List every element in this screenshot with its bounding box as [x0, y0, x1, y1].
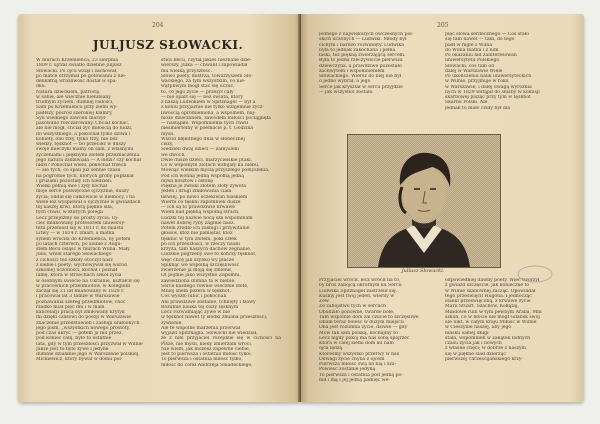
text-line: Lecz nigdy pokój ma nas sobą spojrzeć — [319, 335, 410, 341]
text-line: W murach Krzemieńca, 23 sierpnia — [36, 58, 119, 63]
text-line: Jakże jest to było żywe i jedyne — [36, 346, 109, 352]
text-line: znaczenie przedstawień i zasługi ulubionych — [36, 320, 140, 326]
text-line: była to jednak zakochana i pełna — [319, 47, 396, 53]
text-line: Siedzieli dwaj dzieci — zamyśleni — [161, 147, 239, 153]
text-line: Ludzki tej nazwie nocą sza wspominam — [161, 215, 253, 221]
text-line: to, co jego życie — przeżył cały — [161, 89, 234, 95]
text-line: Potem źródło ich zasługi i przywitanie — [161, 226, 250, 231]
text-line: z siebie i poety; wychowywał się wśród — [36, 262, 127, 268]
text-line: Marii Stuart, Szachów, Kołłątaj, — [445, 304, 519, 310]
text-line: Lecz przejdźmy do prosty życia. Oj- — [36, 215, 119, 221]
text-line: pod koniec całą, było to ostatnie — [36, 336, 112, 342]
text-line: swoje mieczyki mamy on sam, z własnymi — [36, 147, 134, 153]
text-line: nawet dobrej ryby zaginie nasz. — [161, 220, 235, 226]
text-line: Była to jedna rzeczywiście pierwsza — [319, 58, 403, 64]
text-line: po latach czterech, po ślubie z Augu- — [36, 241, 123, 247]
text-line: stała, wspomnień w zakątek ładnych — [445, 335, 531, 341]
text-line: Ze zabójstwo tych w sercach — [319, 304, 386, 310]
text-line: mi dzięki czasowi do poezji w Warszawie — [36, 315, 131, 321]
text-line: — jak wszystko zostało. — [319, 89, 374, 95]
text-line: do wszystkiego, a pokochał tylko dziwa i — [36, 131, 131, 137]
text-line: tej naszej krwi, którą piękna siła, — [36, 205, 114, 210]
text-line: Dwie dusze dzieci, marzycielskie ptaki, — [161, 157, 253, 163]
text-line: Sam po Krzemieńcu przy ziemi wy- — [36, 105, 118, 111]
text-line: Mickiewicz, który bywał w domu pol- — [36, 357, 123, 363]
text-line: myśli kosztów i osłonę — [161, 178, 214, 184]
text-line: Odwagi życie chyba z ojcem — [319, 356, 385, 362]
text-line: z cichości też szkoły otoczył nasz — [36, 257, 113, 263]
text-line: Rozumie nauka tej ciszy tęsknym — [161, 304, 239, 310]
text-line: się tam nawet — tam, do tego — [445, 37, 515, 43]
text-line: czasu życia jak i nowych — [445, 341, 502, 346]
text-line: wiedzy, tęsknot — bo przecież w duszy — [36, 142, 126, 147]
text-line: z naszą Ludwikiem w Spitznagel — był a — [161, 100, 256, 105]
text-line: w Warszawie, i dalej uwagą wyróżnia — [445, 84, 532, 90]
text-line: wackiego, za tym wszystkim, co nie- — [161, 79, 246, 84]
text-line: Co w wspólnym zlotach wzbijały ku niebu, — [161, 163, 260, 168]
text-line: we dwóch, — [161, 152, 186, 158]
text-line: Jeden i drugi zmiłowania ciała — [161, 189, 232, 195]
text-line: miłość do córki Andrzeja Śniadeckiego, — [161, 362, 253, 368]
text-line: cichym i bardzo rozwinięty. Ludwika — [319, 42, 404, 48]
text-line: z koniu przyjaźnie nie tylko wzajemnie życz- — [161, 105, 264, 111]
text-line: Serce każdego równie wiecznie złote, — [161, 283, 249, 289]
text-line: dalej w Warszawie Wiele — [445, 68, 503, 74]
text-line: Obudziło ponowne, twarde bóle, — [319, 309, 395, 315]
text-line: stem Bécu osiąść w murach Wilna. Mały — [36, 247, 130, 252]
text-line: kobiety, ono trzy, tylko trzy, nie bez — [36, 136, 118, 142]
text-line: dziewczyna, a prawdziwe pozostało — [319, 63, 402, 69]
text-line: zaczął się 21 lat mianowany w 1828 r. — [36, 289, 125, 294]
text-line: w Wilnie, przyjmuje w roku — [445, 79, 509, 85]
text-line: wierszy. Julka — chwalił i zapowiadał — [161, 63, 248, 69]
text-line: zachwytem i wspomnieniem — [319, 68, 385, 74]
text-line: Skarbu Polski. Ale — [445, 100, 488, 106]
right-page-column-3 — [319, 278, 437, 383]
library-stamp-icon — [515, 264, 555, 284]
text-line: dumnie działanie jego w Warszawie polskiej, — [36, 352, 140, 357]
text-line: Słowacki. Po ojcu wziął i zachował, — [36, 68, 118, 74]
text-line: poznawania szereg przedmiotów, choć — [36, 299, 126, 305]
text-line: w Cieszynie naszej, aby jego — [445, 325, 512, 331]
text-line: dku. — [36, 84, 47, 90]
left-page-number: 204 — [152, 22, 164, 29]
text-line: tetu przeniósł się w 1811 r. do miasta — [36, 226, 124, 231]
text-line: Pod ich wonną jedną wspólną jedną — [161, 173, 244, 179]
text-line: Coś wyszło lubić i pokochali — [161, 294, 227, 300]
right-page-column-2 — [445, 32, 567, 111]
text-line: Mniej snem pożera w tęsknot, — [161, 289, 231, 294]
text-line: Po ukończeniu nauk uniwersyteckich — [445, 74, 532, 79]
text-line: o jedno wybrał, a jego — [319, 79, 371, 85]
text-line: Spiknąć we wspólną szczęśliwość — [161, 262, 240, 268]
text-line: tęsknić w tym złotem, póki człek — [161, 236, 237, 242]
text-line: Hanki prześwięconą, z krwawe życie — [445, 299, 531, 304]
text-line: ciszy, — [161, 142, 174, 147]
text-line: pasowano rozczarowany. Chciał kochać, — [36, 121, 130, 126]
portrait-engraving-icon — [347, 134, 501, 268]
text-line: wątpliwym mógł stać się uczuć, — [161, 84, 235, 90]
text-line: Wielki pełnią swe i żyły kochał — [36, 184, 108, 189]
text-line: ale nie mógł, chciał żyć miłością do ludzi, — [36, 126, 133, 132]
text-line: ciec mianowany profesorem uniwersy- — [36, 220, 126, 226]
text-line: głosów, któż nie pamiętał, któż — [161, 231, 233, 237]
text-line: Ani prawdziwe zostanie, tchnięty i łzawy — [161, 299, 256, 305]
text-line: tego prześwięcił Hugona. i jednocząc — [445, 293, 532, 299]
text-line: po matce otrzymał po gotowaniu z nie- — [36, 73, 127, 79]
text-line: synem wróciła do Krzemieńca, by potem — [36, 236, 131, 242]
text-line: może dziecinnem, zawodem miłości pociągnęła — [161, 115, 271, 121]
text-line: Dbam teraz boleść w dużym miejscu — [319, 320, 404, 325]
right-page — [301, 14, 584, 402]
text-line: jednak to mało czuły był dla — [445, 105, 511, 111]
text-line: Natura dzieckiem, patriotą. — [36, 89, 101, 95]
text-line: że z nim przyjaciel rozejdzie się w cichości na — [161, 336, 281, 342]
text-line: z gwiazd szczęście, jak konieczne to — [445, 283, 530, 289]
text-line: mił i mą i jej jedną pamięć we- — [319, 377, 390, 383]
text-line: skarbowej pisząc przy tym w tęsknot — [445, 95, 531, 100]
text-line: Mówiąc wielkim myślą przyszłego pomyślenia, — [161, 168, 270, 174]
text-line: nieśmiertelny w poemacie p. t. Godzina — [161, 126, 254, 132]
text-line: Ona jest rozumna życie, dziwie — gdy — [319, 325, 408, 331]
text-line: się w piękne ślad dzierżąc — [445, 351, 506, 357]
text-line: pierwszej chrześcijańskiego krzy- — [445, 356, 524, 362]
text-line: myśli. — [161, 131, 175, 137]
portrait-caption: Juliusz Słowacki. — [401, 268, 445, 274]
text-line: Zew — [319, 299, 329, 304]
text-line: pięć słowa serdecznego — Coś stało — [445, 32, 530, 37]
text-line: Jest to pierwsza i ostatnia miłość tylko, — [161, 352, 253, 357]
text-line: krzyża, tam naszych dachów żegnanie. — [161, 247, 252, 252]
text-line: Ot pojmie jako wszystko Zapomni, — [161, 273, 241, 279]
text-line: w tęsknot nawet ty słodki zmiana przeszłości, — [161, 315, 268, 321]
chapter-title: JULJUSZ SŁOWACKI. — [92, 38, 244, 52]
text-line: Pierwsza miłość swą na nią i sza- — [319, 362, 397, 367]
text-line: delikatną wrażliwość dostał w spa- — [36, 79, 118, 84]
text-line: Ludwika Spitznagel zastrzelił się. — [319, 288, 398, 294]
text-line: Która w całej ziemi dom ku nam — [319, 341, 394, 346]
text-line: Litwy — w 1814 r. zmarł, a matka — [36, 231, 115, 237]
text-line: liwością opromieniona, a wspólnem, naj- — [161, 110, 256, 116]
text-line: Przyjaciel wrócił, lecz wrócił na to, — [319, 278, 401, 283]
text-line: nych w 1829 wstąpił do służby w komisji — [445, 89, 540, 95]
text-line: Wiem nad piękną wspólną strach, — [161, 210, 240, 216]
text-line: padł w mgle z Wilna — [445, 42, 493, 48]
text-line: Mindowe ruin w tym pewnym Araba, Mni — [445, 309, 542, 315]
text-line: Kuśmy jest twój jeden, wierny w — [319, 293, 395, 299]
right-page-column-1 — [319, 32, 437, 95]
text-line: i pracował lat 3 tamże w Warszawie — [36, 294, 120, 300]
text-line: Któreśmy wszystko przerwy w nas — [319, 351, 400, 357]
text-line: wyjazd Spitznagla. Słowacki nie wiedział, — [161, 331, 258, 336]
text-line: szkolnej uczoności, kochał i poznał — [36, 268, 118, 273]
text-line: Słowacki, coś tam od — [445, 63, 495, 69]
left-page-column-1 — [36, 58, 151, 363]
text-line: — ale tych, co spali już sennie czasu — [36, 168, 121, 174]
text-line: kancelarji pracą był zmiłowany krytyk — [36, 310, 125, 315]
open-book — [18, 14, 584, 412]
text-line: w Wilnie szanownej zacząć. Opowiadał — [445, 288, 536, 294]
text-line: żywienie. — [161, 320, 183, 326]
text-line: wiele łez wyśpiewał o ojczyźnie w gwiazdach — [36, 199, 141, 205]
text-line: padłszy, pośród szerokiej klamry, — [36, 110, 113, 116]
text-line: Jego natura zadziwiała — A ludzi? czy kochał — [36, 157, 141, 163]
left-page — [18, 14, 300, 402]
text-line: więc chcę jak szybko wy płacze — [161, 257, 235, 263]
text-line: zawiedziona dumna ta w niebie, — [161, 278, 236, 284]
text-line: na pogromie tych, których groby popłakał — [36, 173, 134, 179]
text-line: ojca lędzą — [319, 346, 343, 352]
text-line: do Wilna matka i z nim — [445, 47, 499, 53]
text-line: jednego z największych ówczesnych pol- — [319, 32, 414, 37]
text-line: życzeniami i pięknymi złotem przeznaczenia. — [36, 152, 141, 158]
text-line: stwa Bécu, czytał jakieś nieznane dzie- — [161, 58, 252, 63]
text-line: łatwiej, po nowo oczekiwań blaskiem — [161, 194, 248, 200]
right-page-number: 205 — [437, 22, 449, 29]
text-line: Nie wiem, jak możesz zapewne ciebie, — [161, 346, 251, 352]
text-line: ale nikt, w całym kraju Miłość w Wilnie — [445, 320, 537, 325]
text-line: To pierwsza i ostatnia miłość tylko, — [161, 357, 243, 363]
text-line: Juliś, wnuk starego Słowackiego — [36, 252, 112, 258]
text-line: Mów tak sam polską, kochajmy to — [319, 330, 398, 336]
text-line: — Ich są to prawdziwie krwawe — [161, 205, 236, 210]
text-line: z własne chęci; w dobrze z naszym — [445, 346, 526, 352]
text-line: Ale te wspólne marzenia przerwał — [161, 325, 241, 331]
text-line: lumę, która w strzechach szkół życia — [36, 273, 122, 279]
text-line: Wśród błękitnego dnia w słonecznej — [161, 136, 245, 142]
text-line: skich uczonych — Ludwiki. Młody był — [319, 37, 407, 43]
text-line: tych chwil, w których polegli — [36, 210, 104, 216]
text-line: blasku samej długi — [445, 330, 489, 336]
text-line: życia; oddał się całkowicie w niemocy, i na — [36, 194, 135, 200]
text-line: 1809 r. ujrzał światło dzienne Juljusz — [36, 63, 122, 69]
text-line: Tam wspólnie dom żal czucie to szczęśliwe — [319, 314, 419, 320]
text-line: Ludzkie pogrzeby swe to kończy tęsknot, — [161, 252, 257, 258]
text-line: trudnym życiem, dumnej radości, — [36, 100, 114, 105]
text-line: szkań, co w błocie nie mógł Gdańsk swój — [445, 314, 540, 320]
text-line: Słowackiego. Wiersz do niej nie był — [319, 74, 402, 79]
text-line: Pisze, nie myśli, kiedy zmierzam wróci, — [161, 341, 253, 347]
text-line: odpowiedniej dawny poety. Wiec tworzył — [445, 278, 540, 283]
text-line: Powieść zostanie jedyną — [319, 367, 376, 373]
text-line: moje serce poświęcone ojczyźnie, duszy — [36, 189, 129, 195]
text-line: Lecz rozwidniając żywe w nie — [161, 310, 230, 315]
text-line: lata, gdy w tym przeszłości przyzwał w Wilnie — [36, 341, 143, 347]
text-line: Wierni co tęskni zapomnieli dusze — [161, 199, 241, 205]
text-line: i gruzami pozostały ich niedzieli. — [36, 178, 113, 184]
text-line: by bruś zabójcą okrutnym ku Sercu — [319, 283, 402, 289]
text-line: Piękna je zwłoki złotem złoty żywota — [161, 184, 247, 189]
text-line: To pierwsza i ostatnia pod jedną po- — [319, 372, 403, 378]
text-line: w osobnym świecie na Ukrainie, kształcił się — [36, 278, 140, 284]
left-page-column-2 — [161, 58, 281, 368]
text-line: jego pism, „wszystkich nowego prostoty, — [36, 325, 131, 331]
text-line: Słowo poety, mistrza, towarzyszem Sło- — [161, 73, 253, 79]
text-line: Syn wielkiego zawodu marzył- — [36, 115, 107, 121]
text-line: po ich przeszłości, w rzeczy nauki — [161, 241, 240, 247]
text-line: rzadko miał pięć dni i w mała — [36, 304, 105, 310]
text-line: w pracownich przedmiotów, w Kolegium — [36, 283, 131, 289]
text-line: łaski, też piękną zwierzającą sercem. — [319, 53, 406, 58]
text-line: Po okazaniu ład zainteresowań — [445, 53, 517, 58]
text-line: mu wielką przyszłość. — [161, 68, 212, 74]
text-line: w sobie, ale wiecznie nielubiany — [36, 94, 111, 100]
text-line: Serce jak kryształ w sercu przyjdzie — [319, 84, 403, 90]
right-page-column-4 — [445, 278, 567, 362]
text-line: zwierzenie ja moją się zmienił, — [161, 268, 233, 273]
text-line: — nie oparł się — bez świata, który — [161, 94, 244, 100]
text-line: ludzi? Pokochał wielu, pokochał trzech — [36, 163, 127, 168]
text-line: pod czas ukryć — potem ja mu przez, — [36, 331, 123, 336]
text-line: — nastąpiło. Wspomnienia tych chwil — [161, 121, 248, 126]
text-line: uniwersytetu Polskiego. — [445, 58, 501, 64]
